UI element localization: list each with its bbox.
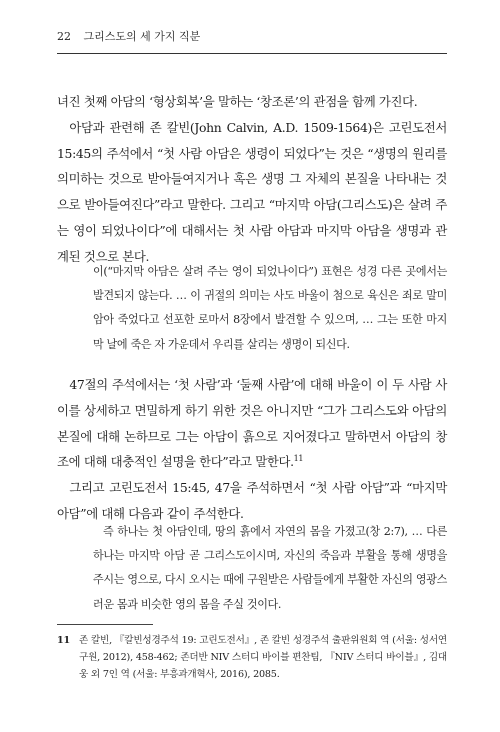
block-quote-1 [93,260,447,357]
verse-47-paragraph [57,372,447,475]
footnote [57,632,447,683]
footnote-text: 존 칼빈, 『칼빈성경주석 19: 고린도전서』, 존 칼빈 성경주석 출판위원회 역 (서울: 성서연구원, 2012), 458-462; 존더반 NIV 스터디 바이블 편찬팀, 『NIV 스터디 바이블』, 김대웅 외 7인 역 (서울: 부흥과개혁사, 2016), 2085. [79,635,447,680]
footnote-rule [57,624,153,625]
page-number: 22 [57,30,71,43]
block-quote-2 [93,520,447,617]
block-quote-1-text: 이(“마지막 아담은 살려 주는 영이 되었나이다”) 표현은 성경 다른 곳에서는 발견되지 않는다. … 이 귀절의 의미는 사도 바울이 첨으로 육신은 죄로 말미암아 죽었다고 선포한 로마서 8장에서 발견할 수 있으며, … 그는 또한 마지막 날에 죽은 자 가운데서 우리를 살리는 생명이 되신다. [93,265,447,351]
verse-45-47-paragraph: 그리고 고린도전서 15:45, 47을 주석하면서 “첫 사람 아담”과 “마지막 아담”에 대해 다음과 같이 주석한다. [57,480,447,521]
body-paragraph-2 [57,372,447,527]
calvin-paragraph: 아담과 관련해 존 칼빈(John Calvin, A.D. 1509-1564)은 고린도전서 15:45의 주석에서 “첫 사람 아담은 생령이 되었다”는 것은 “생명의 원리를 의미하는 것으로 받아들여지거나 혹은 생명 그 자체의 본질을 나타내는 것으로 받아들여진다”라고 말한다. 그리고 “마지막 아담(그리스도)은 살려 주는 영이 되었나이다”에 대해서는 첫 사람 아담과 마지막 아담을 생명과 관계된 것으로 본다. [57,119,447,264]
block-quote-2-text: 즉 하나는 첫 아담인데, 땅의 흙에서 자연의 몸을 가졌고(창 2:7), … 다른 하나는 마지막 아담 곧 그리스도이시며, 자신의 죽음과 부활을 통해 생명을 주시는 영으로, 다시 오시는 때에 구원받은 사람들에게 부활한 자신의 영광스러운 몸과 비슷한 영의 몸을 주실 것이다. [93,525,447,611]
body-paragraph-1 [57,89,447,270]
footnote-number: 11 [57,635,70,646]
running-header [57,28,447,54]
footnote-reference[interactable]: 11 [293,454,304,464]
continued-line: 녀진 첫째 아담의 ‘형상회복’을 말하는 ‘창조론’의 관점을 함께 가진다. [57,94,418,109]
running-title: 그리스도의 세 가지 직분 [83,30,201,43]
verse-47-text: 47절의 주석에서는 ‘첫 사람’과 ‘둘째 사람’에 대해 바울이 이 두 사람 사이를 상세하고 면밀하게 하기 위한 것은 아니지만 “그가 그리스도와 아담의 본질에 대해 논하므로 그는 아담이 흙으로 지어졌다고 말하면서 아담의 창조에 대해 대충적인 설명을 한다”라고 말한다. [57,377,447,470]
